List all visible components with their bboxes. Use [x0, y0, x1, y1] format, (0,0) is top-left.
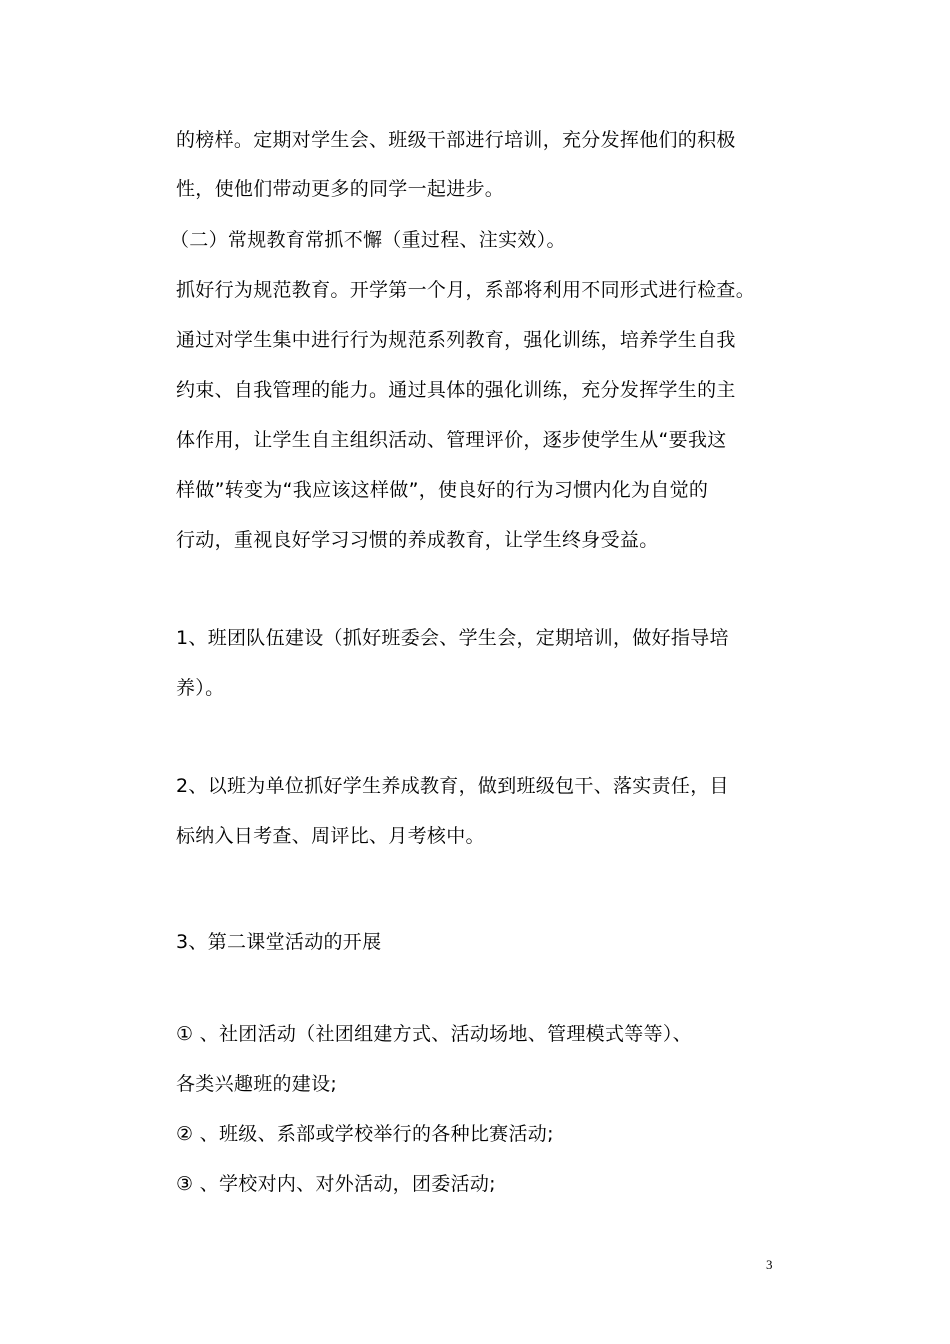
sub-list-item: ① 、社团活动（社团组建方式、活动场地、管理模式等等）、 — [176, 1023, 692, 1045]
text-line: 各类兴趣班的建设; — [176, 1073, 338, 1095]
section-heading: （二）常规教育常抓不懈（重过程、注实效）。 — [170, 229, 566, 251]
text-line: 养）。 — [176, 677, 225, 699]
text-line: 标纳入日考查、周评比、月考核中。 — [176, 825, 485, 847]
sub-list-item: ② 、班级、系部或学校举行的各种比赛活动; — [176, 1123, 554, 1145]
text-line: 体作用，让学生自主组织活动、管理评价，逐步使学生从“要我这 — [176, 429, 727, 451]
sub-list-item: ③ 、学校对内、对外活动，团委活动; — [176, 1173, 496, 1195]
text-line: 抓好行为规范教育。开学第一个月，系部将利用不同形式进行检查。 — [176, 279, 756, 301]
list-item: 2、以班为单位抓好学生养成教育，做到班级包干、落实责任，目 — [176, 775, 729, 797]
text-line: 通过对学生集中进行行为规范系列教育，强化训练，培养学生自我 — [176, 329, 736, 351]
text-line: 样做”转变为“我应该这样做”，使良好的行为习惯内化为自觉的 — [176, 479, 709, 501]
text-line: 性，使他们带动更多的同学一起进步。 — [176, 178, 505, 200]
text-line: 的榜样。定期对学生会、班级干部进行培训，充分发挥他们的积极 — [176, 129, 736, 151]
text-line: 行动，重视良好学习习惯的养成教育，让学生终身受益。 — [176, 529, 659, 551]
page-number: 3 — [766, 1257, 773, 1272]
list-item: 3、第二课堂活动的开展 — [176, 931, 382, 953]
list-item: 1、班团队伍建设（抓好班委会、学生会，定期培训，做好指导培 — [176, 627, 729, 649]
text-line: 约束、自我管理的能力。通过具体的强化训练，充分发挥学生的主 — [176, 379, 736, 401]
